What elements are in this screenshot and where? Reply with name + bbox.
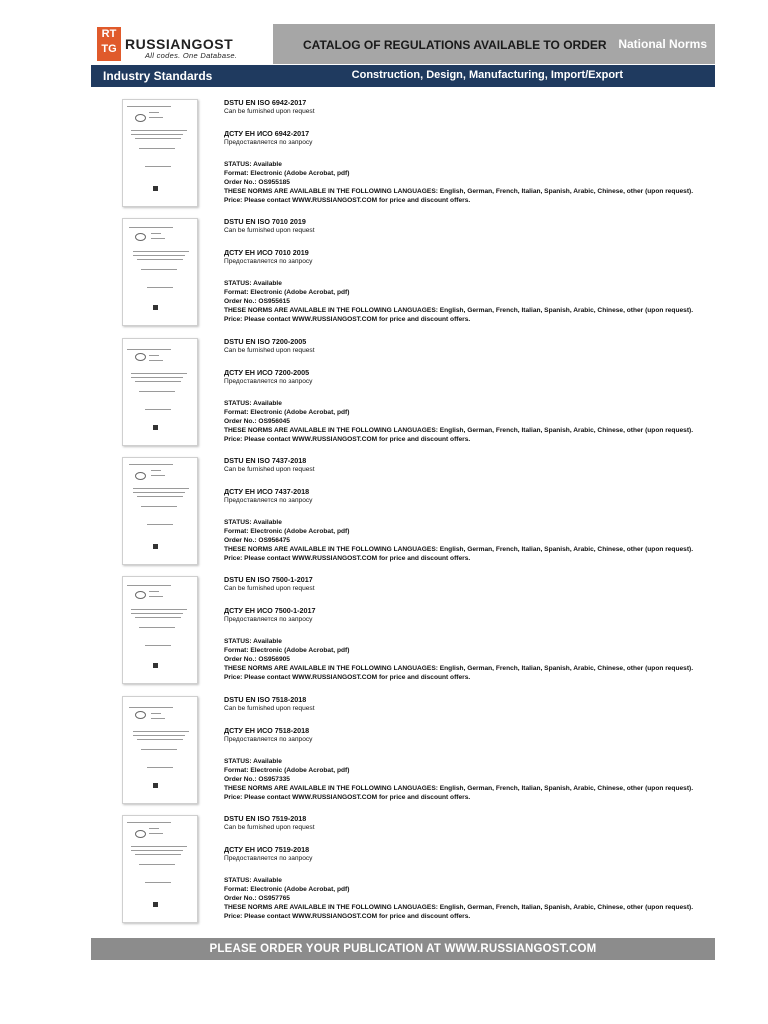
document-thumbnail[interactable] bbox=[122, 576, 198, 684]
entry-text bbox=[224, 695, 724, 802]
thumbnail-text-line bbox=[135, 138, 181, 139]
order-number: Order No.: OS955185 bbox=[224, 179, 290, 186]
emblem-icon bbox=[135, 114, 146, 122]
thumbnail-text-line bbox=[129, 464, 173, 465]
catalog-entry bbox=[0, 453, 768, 571]
order-number: Order No.: OS956905 bbox=[224, 656, 290, 664]
entry-text bbox=[224, 337, 724, 444]
standard-code-en: DSTU EN ISO 7519-2018 bbox=[224, 813, 307, 823]
thumbnail-text-line bbox=[133, 488, 189, 489]
format-line: Format: Electronic (Adobe Acrobat, pdf) bbox=[224, 170, 350, 177]
thumbnail-text-line bbox=[151, 233, 161, 234]
thumbnail-logo-icon bbox=[153, 425, 158, 430]
sector-label: Construction, Design, Manufacturing, Import/Export bbox=[351, 69, 623, 81]
languages-line: THESE NORMS ARE AVAILABLE IN THE FOLLOWING LANGUAGES: English, German, French, Italian, Spanish, Arabic, Chinese, other (upon request). bbox=[224, 545, 694, 553]
document-thumbnail[interactable] bbox=[122, 338, 198, 446]
emblem-icon bbox=[135, 591, 146, 599]
thumbnail-text-line bbox=[149, 112, 159, 113]
thumbnail-text-line bbox=[141, 269, 177, 270]
thumbnail-logo-icon bbox=[153, 186, 158, 191]
thumbnail-text-line bbox=[151, 470, 161, 471]
catalog-entry bbox=[0, 214, 768, 332]
standard-code-ru: ДСТУ ЕН ИСО 6942-2017 bbox=[224, 129, 310, 138]
standard-code-en: DSTU EN ISO 7518-2018 bbox=[224, 694, 307, 704]
thumbnail-text-line bbox=[135, 617, 181, 618]
thumbnail-text-line bbox=[139, 864, 175, 865]
languages-line: THESE NORMS ARE AVAILABLE IN THE FOLLOWING LANGUAGES: English, German, French, Italian, Spanish, Arabic, Chinese, other (upon request). bbox=[224, 188, 694, 195]
national-norms-label: National Norms bbox=[618, 37, 707, 51]
languages-line: THESE NORMS ARE AVAILABLE IN THE FOLLOWING LANGUAGES: English, German, French, Italian, Spanish, Arabic, Chinese, other (upon request). bbox=[224, 784, 694, 792]
request-note-en: Can be furnished upon request bbox=[224, 704, 315, 712]
emblem-icon bbox=[135, 830, 146, 838]
standard-code-en: DSTU EN ISO 6942-2017 bbox=[224, 98, 307, 107]
thumbnail-text-line bbox=[141, 506, 177, 507]
thumbnail-text-line bbox=[131, 373, 187, 374]
format-line: Format: Electronic (Adobe Acrobat, pdf) bbox=[224, 527, 350, 535]
request-note-ru: Предоставляется по запросу bbox=[224, 139, 313, 146]
thumbnail-text-line bbox=[141, 749, 177, 750]
order-number: Order No.: OS956475 bbox=[224, 536, 290, 544]
thumbnail-text-line bbox=[137, 259, 183, 260]
format-line: Format: Electronic (Adobe Acrobat, pdf) bbox=[224, 408, 350, 416]
thumbnail-text-line bbox=[151, 475, 165, 476]
thumbnail-logo-icon bbox=[153, 783, 158, 788]
entry-text bbox=[224, 217, 724, 324]
emblem-icon bbox=[135, 472, 146, 480]
thumbnail-text-line bbox=[127, 585, 171, 586]
format-line: Format: Electronic (Adobe Acrobat, pdf) bbox=[224, 885, 350, 893]
catalog-entry bbox=[0, 572, 768, 690]
catalog-entry bbox=[0, 811, 768, 929]
request-note-en: Can be furnished upon request bbox=[224, 346, 315, 354]
thumbnail-logo-icon bbox=[153, 305, 158, 310]
thumbnail-text-line bbox=[151, 713, 161, 714]
document-thumbnail[interactable] bbox=[122, 815, 198, 923]
thumbnail-logo-icon bbox=[153, 902, 158, 907]
emblem-icon bbox=[135, 353, 146, 361]
request-note-en: Can be furnished upon request bbox=[224, 823, 315, 831]
standard-code-ru: ДСТУ ЕН ИСО 7437-2018 bbox=[224, 486, 310, 496]
catalog-title: CATALOG OF REGULATIONS AVAILABLE TO ORDER bbox=[303, 38, 607, 52]
thumbnail-text-line bbox=[149, 360, 163, 361]
thumbnail-text-line bbox=[131, 609, 187, 610]
thumbnail-text-line bbox=[145, 645, 171, 646]
standard-code-ru: ДСТУ ЕН ИСО 7200-2005 bbox=[224, 367, 310, 377]
logo-tagline: All codes. One Database. bbox=[145, 51, 238, 60]
thumbnail-text-line bbox=[131, 613, 183, 614]
thumbnail-text-line bbox=[133, 251, 189, 252]
status-line: STATUS: Available bbox=[224, 399, 282, 407]
thumbnail-text-line bbox=[135, 854, 181, 855]
format-line: Format: Electronic (Adobe Acrobat, pdf) bbox=[224, 766, 350, 774]
request-note-ru: Предоставляется по запросу bbox=[224, 616, 313, 624]
logo-name: RUSSIANGOST bbox=[125, 36, 234, 52]
thumbnail-text-line bbox=[149, 828, 159, 829]
thumbnail-logo-icon bbox=[153, 663, 158, 668]
page-header bbox=[91, 24, 715, 64]
standard-code-ru: ДСТУ ЕН ИСО 7500-1-2017 bbox=[224, 606, 316, 616]
price-line: Price: Please contact WWW.RUSSIANGOST.COM for price and discount offers. bbox=[224, 435, 471, 443]
entry-text bbox=[224, 575, 724, 682]
thumbnail-text-line bbox=[133, 492, 185, 493]
languages-line: THESE NORMS ARE AVAILABLE IN THE FOLLOWING LANGUAGES: English, German, French, Italian, Spanish, Arabic, Chinese, other (upon request). bbox=[224, 307, 694, 315]
price-line: Price: Please contact WWW.RUSSIANGOST.COM for price and discount offers. bbox=[224, 197, 471, 204]
thumbnail-text-line bbox=[133, 735, 185, 736]
emblem-icon bbox=[135, 711, 146, 719]
request-note-en: Can be furnished upon request bbox=[224, 585, 315, 593]
thumbnail-text-line bbox=[151, 238, 165, 239]
thumbnail-text-line bbox=[137, 739, 183, 740]
thumbnail-text-line bbox=[127, 106, 171, 107]
status-line: STATUS: Available bbox=[224, 757, 282, 765]
thumbnail-text-line bbox=[137, 496, 183, 497]
price-line: Price: Please contact WWW.RUSSIANGOST.COM for price and discount offers. bbox=[224, 793, 471, 801]
request-note-ru: Предоставляется по запросу bbox=[224, 735, 313, 743]
thumbnail-text-line bbox=[149, 117, 163, 118]
request-note-ru: Предоставляется по запросу bbox=[224, 377, 313, 385]
thumbnail-text-line bbox=[129, 227, 173, 228]
standard-code-en: DSTU EN ISO 7437-2018 bbox=[224, 455, 307, 465]
thumbnail-text-line bbox=[139, 627, 175, 628]
thumbnail-text-line bbox=[147, 524, 173, 525]
thumbnail-text-line bbox=[133, 731, 189, 732]
standard-code-en: DSTU EN ISO 7010 2019 bbox=[224, 217, 306, 227]
thumbnail-text-line bbox=[127, 349, 171, 350]
thumbnail-text-line bbox=[149, 355, 159, 356]
thumbnail-text-line bbox=[147, 287, 173, 288]
request-note-ru: Предоставляется по запросу bbox=[224, 854, 313, 862]
price-line: Price: Please contact WWW.RUSSIANGOST.COM for price and discount offers. bbox=[224, 912, 471, 920]
price-line: Price: Please contact WWW.RUSSIANGOST.COM for price and discount offers. bbox=[224, 554, 471, 562]
thumbnail-text-line bbox=[145, 166, 171, 167]
order-number: Order No.: OS957335 bbox=[224, 775, 290, 783]
thumbnail-text-line bbox=[149, 596, 163, 597]
languages-line: THESE NORMS ARE AVAILABLE IN THE FOLLOWING LANGUAGES: English, German, French, Italian, Spanish, Arabic, Chinese, other (upon request). bbox=[224, 665, 694, 673]
thumbnail-text-line bbox=[145, 409, 171, 410]
catalog-entry bbox=[0, 692, 768, 810]
order-number: Order No.: OS956045 bbox=[224, 417, 290, 425]
standard-code-ru: ДСТУ ЕН ИСО 7010 2019 bbox=[224, 248, 309, 258]
document-thumbnail[interactable] bbox=[122, 696, 198, 804]
status-line: STATUS: Available bbox=[224, 638, 282, 646]
thumbnail-logo-icon bbox=[153, 544, 158, 549]
price-line: Price: Please contact WWW.RUSSIANGOST.COM for price and discount offers. bbox=[224, 674, 471, 682]
category-bar bbox=[91, 65, 715, 87]
thumbnail-text-line bbox=[131, 130, 187, 131]
header-banner bbox=[273, 24, 715, 64]
thumbnail-text-line bbox=[131, 846, 187, 847]
request-note-ru: Предоставляется по запросу bbox=[224, 258, 313, 266]
order-footer[interactable]: PLEASE ORDER YOUR PUBLICATION AT WWW.RUSSIANGOST.COM bbox=[91, 938, 715, 960]
status-line: STATUS: Available bbox=[224, 161, 282, 168]
request-note-en: Can be furnished upon request bbox=[224, 227, 315, 235]
standard-code-ru: ДСТУ ЕН ИСО 7518-2018 bbox=[224, 725, 310, 735]
languages-line: THESE NORMS ARE AVAILABLE IN THE FOLLOWING LANGUAGES: English, German, French, Italian, Spanish, Arabic, Chinese, other (upon request). bbox=[224, 426, 694, 434]
standard-code-en: DSTU EN ISO 7200-2005 bbox=[224, 336, 307, 346]
request-note-en: Can be furnished upon request bbox=[224, 108, 315, 115]
thumbnail-text-line bbox=[149, 833, 163, 834]
standard-code-en: DSTU EN ISO 7500-1-2017 bbox=[224, 575, 313, 585]
thumbnail-text-line bbox=[131, 134, 183, 135]
thumbnail-text-line bbox=[149, 591, 159, 592]
thumbnail-text-line bbox=[135, 381, 181, 382]
russiangost-logo[interactable] bbox=[91, 24, 273, 64]
request-note-ru: Предоставляется по запросу bbox=[224, 496, 313, 504]
thumbnail-text-line bbox=[151, 718, 165, 719]
document-thumbnail[interactable] bbox=[122, 457, 198, 565]
entry-text bbox=[224, 98, 724, 205]
entry-text bbox=[224, 456, 724, 563]
rttg-logo-mark: RT TG bbox=[97, 27, 121, 61]
price-line: Price: Please contact WWW.RUSSIANGOST.COM for price and discount offers. bbox=[224, 316, 471, 324]
emblem-icon bbox=[135, 233, 146, 241]
thumbnail-text-line bbox=[139, 391, 175, 392]
thumbnail-text-line bbox=[147, 767, 173, 768]
status-line: STATUS: Available bbox=[224, 876, 282, 884]
thumbnail-text-line bbox=[129, 707, 173, 708]
status-line: STATUS: Available bbox=[224, 280, 282, 288]
thumbnail-text-line bbox=[131, 850, 183, 851]
thumbnail-text-line bbox=[139, 148, 175, 149]
document-thumbnail[interactable] bbox=[122, 99, 198, 207]
status-line: STATUS: Available bbox=[224, 518, 282, 526]
format-line: Format: Electronic (Adobe Acrobat, pdf) bbox=[224, 647, 350, 655]
thumbnail-text-line bbox=[131, 377, 183, 378]
thumbnail-text-line bbox=[127, 822, 171, 823]
thumbnail-text-line bbox=[145, 882, 171, 883]
industry-standards-label: Industry Standards bbox=[103, 69, 213, 83]
standard-code-ru: ДСТУ ЕН ИСО 7519-2018 bbox=[224, 844, 310, 854]
entry-text bbox=[224, 814, 724, 921]
languages-line: THESE NORMS ARE AVAILABLE IN THE FOLLOWING LANGUAGES: English, German, French, Italian, Spanish, Arabic, Chinese, other (upon request). bbox=[224, 903, 694, 911]
order-number: Order No.: OS955615 bbox=[224, 298, 290, 306]
catalog-entry bbox=[0, 334, 768, 452]
format-line: Format: Electronic (Adobe Acrobat, pdf) bbox=[224, 289, 350, 297]
order-number: Order No.: OS957765 bbox=[224, 894, 290, 902]
catalog-entry bbox=[0, 95, 768, 213]
document-thumbnail[interactable] bbox=[122, 218, 198, 326]
thumbnail-text-line bbox=[133, 255, 185, 256]
request-note-en: Can be furnished upon request bbox=[224, 465, 315, 473]
